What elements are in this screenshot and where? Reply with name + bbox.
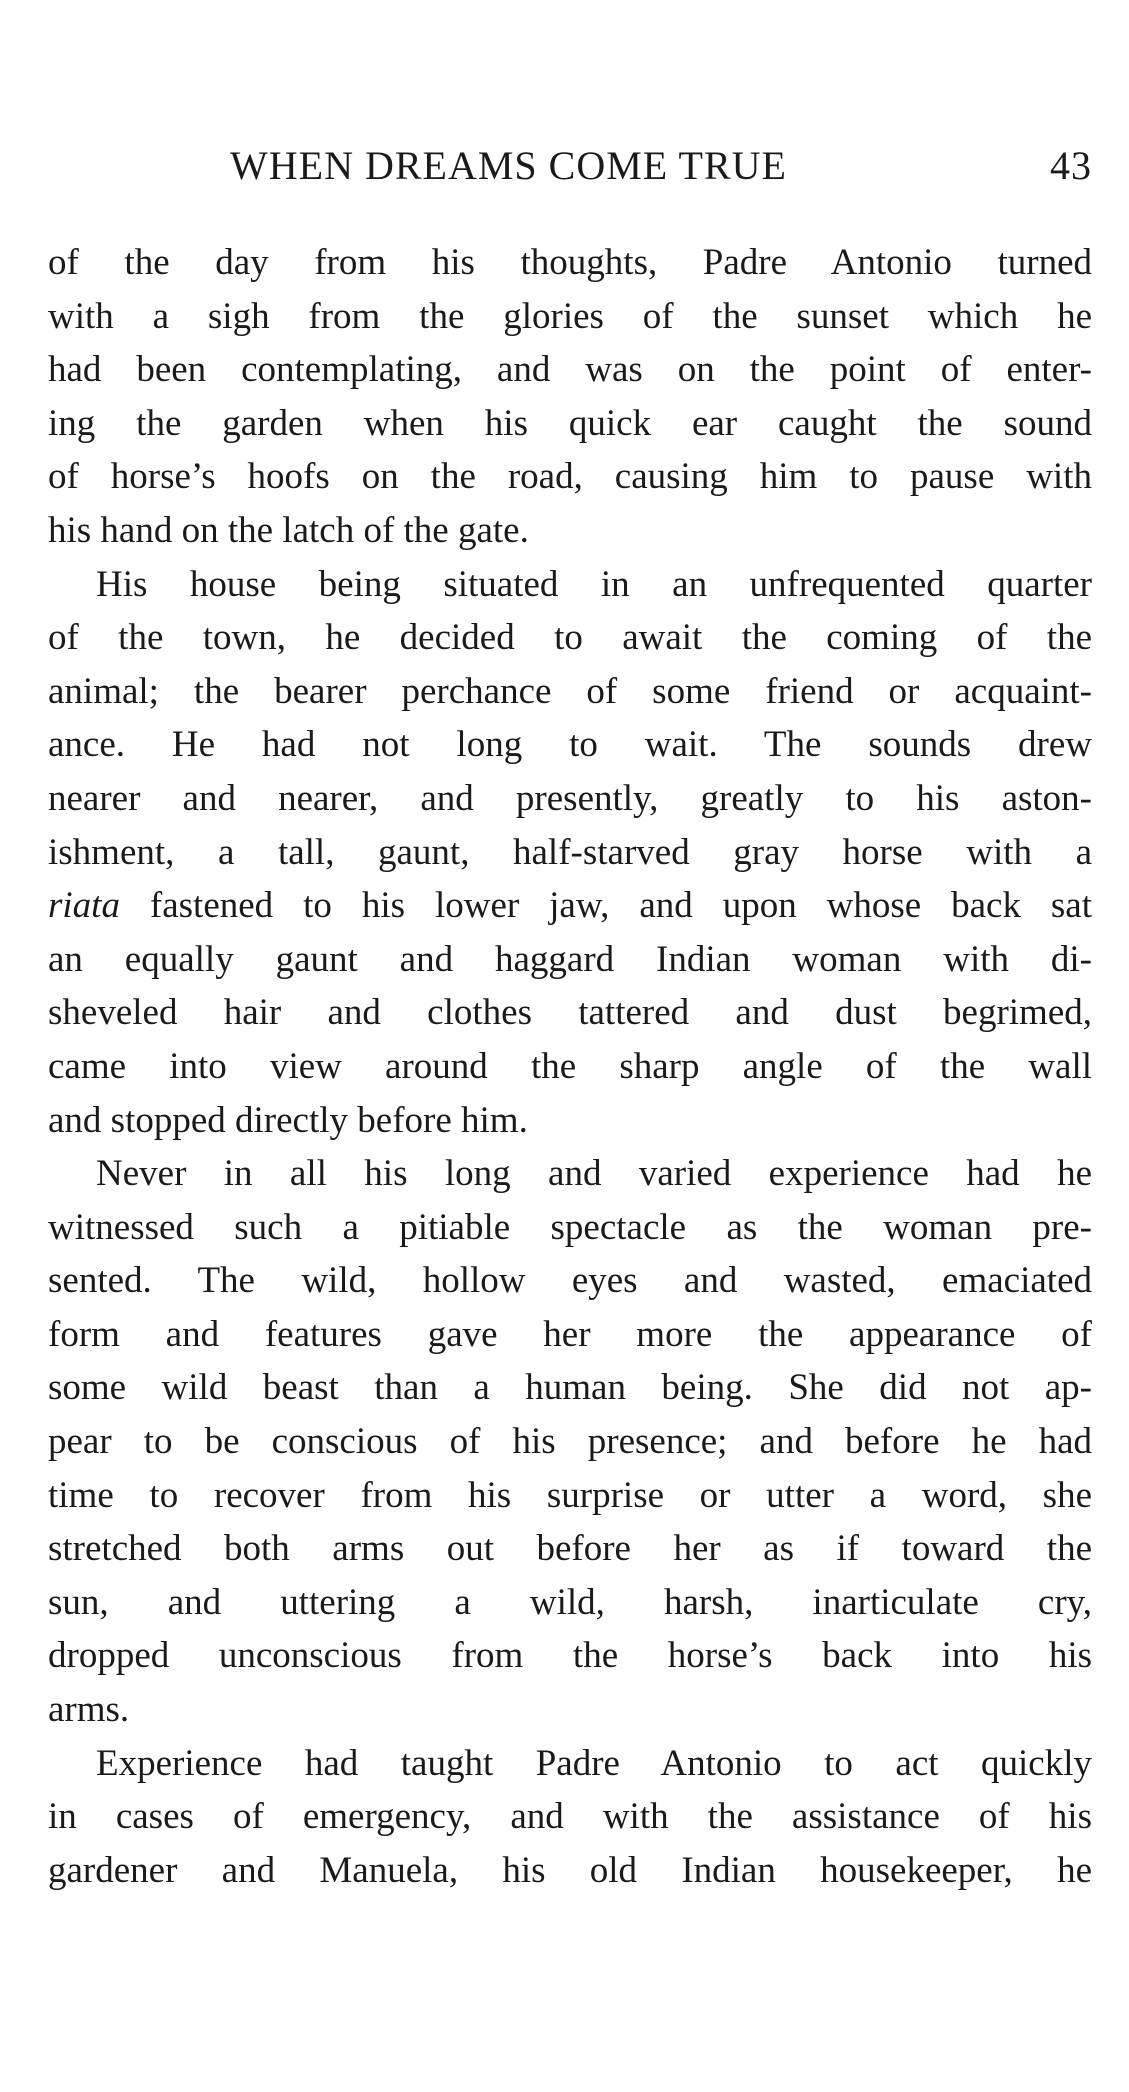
text-line: witnessed such a pitiable spectacle as the woman pre- — [48, 1206, 1092, 1248]
text-line: ance. He had not long to wait. The sounds drew — [48, 724, 1092, 766]
text-line: time to recover from his surprise or utter a word, she — [48, 1474, 1092, 1516]
text-line: pear to be conscious of his presence; and before he had — [48, 1421, 1092, 1463]
text-line: ing the garden when his quick ear caught the sound — [48, 402, 1092, 444]
body-text — [48, 236, 1092, 1897]
text-line: stretched both arms out before her as if toward the — [48, 1528, 1092, 1570]
text-line — [48, 879, 1092, 933]
text-line: nearer and nearer, and presently, greatly to his aston- — [48, 777, 1092, 819]
text-line: of the day from his thoughts, Padre Antonio turned — [48, 242, 1092, 283]
text-line: arms. — [48, 1689, 130, 1731]
text-line: sented. The wild, hollow eyes and wasted, emaciated — [48, 1260, 1092, 1302]
text-line: ishment, a tall, gaunt, half-starved gray horse with a — [48, 831, 1092, 873]
text-line: Never in all his long and varied experience had he — [96, 1153, 1092, 1195]
text-line: animal; the bearer perchance of some friend or acquaint- — [48, 670, 1092, 712]
text-line: gardener and Manuela, his old Indian housekeeper, he — [48, 1849, 1092, 1891]
text-line: of the town, he decided to await the coming of the — [48, 617, 1092, 659]
text-line: and stopped directly before him. — [48, 1099, 528, 1141]
text-line: with a sigh from the glories of the sunset which he — [48, 295, 1092, 337]
page-number: 43 — [1050, 143, 1092, 188]
text-line: sun, and uttering a wild, harsh, inarticulate cry, — [48, 1581, 1092, 1623]
text-line: form and features gave her more the appearance of — [48, 1313, 1092, 1355]
text-line: an equally gaunt and haggard Indian woman with di- — [48, 938, 1092, 980]
text-line: Experience had taught Padre Antonio to act quickly — [96, 1742, 1092, 1784]
text-line: dropped unconscious from the horse’s back into his — [48, 1635, 1092, 1677]
text-line: sheveled hair and clothes tattered and dust begrimed, — [48, 992, 1092, 1034]
text-line: had been contemplating, and was on the point of enter- — [48, 349, 1092, 391]
italic-word: riata — [48, 885, 120, 927]
text-line: of horse’s hoofs on the road, causing him to pause with — [48, 456, 1092, 498]
running-title: WHEN DREAMS COME TRUE — [230, 143, 787, 188]
text-line: his hand on the latch of the gate. — [48, 509, 529, 551]
text-line: came into view around the sharp angle of the wall — [48, 1045, 1092, 1087]
running-head — [48, 142, 1092, 190]
text-line-rest: fastened to his lower jaw, and upon whose back sat — [119, 885, 1092, 927]
text-line: His house being situated in an unfrequented quarter — [96, 563, 1092, 605]
text-line: some wild beast than a human being. She did not ap- — [48, 1367, 1092, 1409]
text-line: in cases of emergency, and with the assistance of his — [48, 1796, 1092, 1838]
